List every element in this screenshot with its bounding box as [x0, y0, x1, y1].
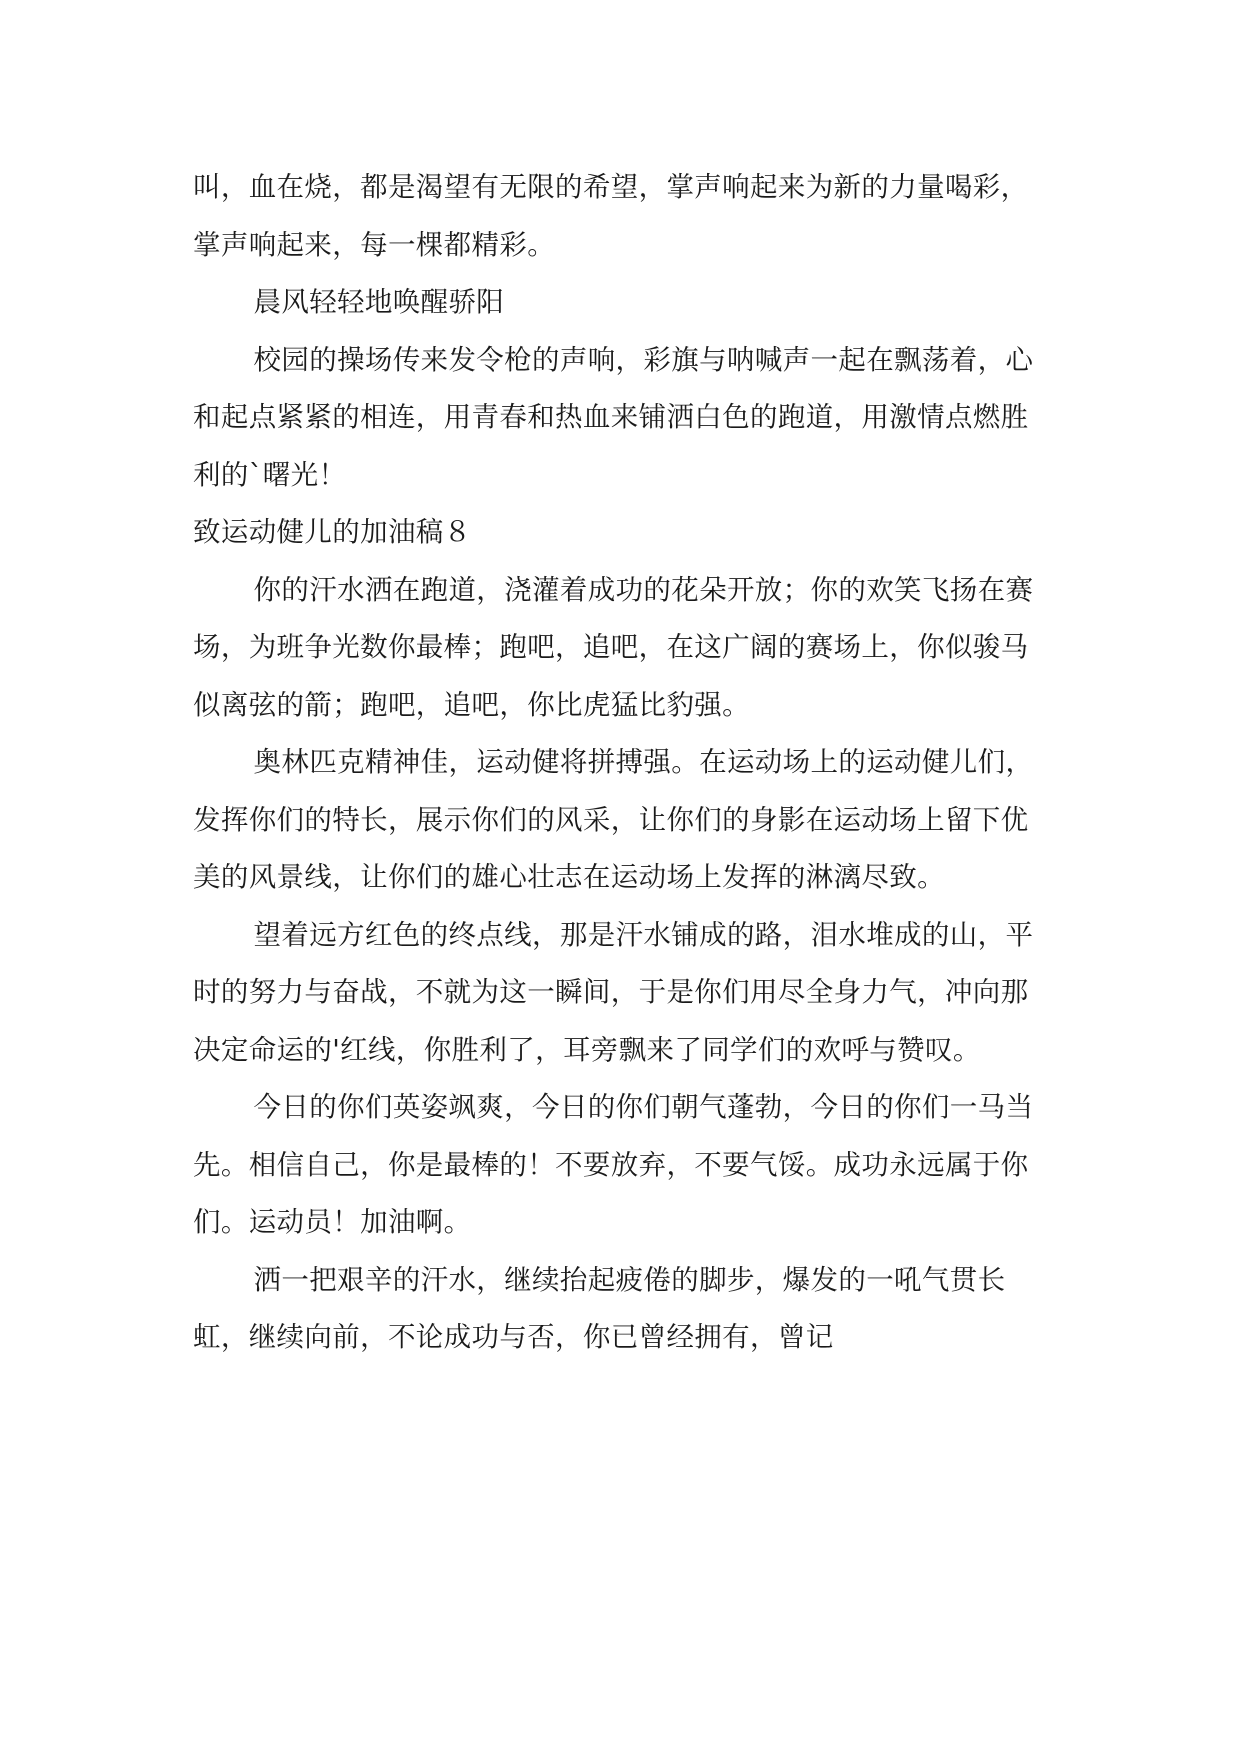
paragraph: 叫，血在烧，都是渴望有无限的希望，掌声响起来为新的力量喝彩，掌声响起来，每一棵都精彩。 [193, 171, 1029, 261]
section-heading: 致运动健儿的加油稿８ [193, 516, 472, 548]
paragraph: 今日的你们英姿飒爽，今日的你们朝气蓬勃，今日的你们一马当先。相信自己，你是最棒的！不要放弃，不要气馁。成功永远属于你们。运动员！加油啊。 [193, 1091, 1034, 1238]
paragraph: 洒一把艰辛的汗水，继续抬起疲倦的脚步，爆发的一吼气贯长虹，继续向前，不论成功与否，你已曾经拥有，曾记 [193, 1263, 1006, 1353]
paragraph: 校园的操场传来发令枪的声响，彩旗与呐喊声一起在飘荡着，心和起点紧紧的相连，用青春和热血来铺洒白色的跑道，用激情点燃胜利的`曙光！ [193, 343, 1034, 491]
paragraph: 奥林匹克精神佳，运动健将拼搏强。在运动场上的运动健儿们，发挥你们的特长，展示你们的风采，让你们的身影在运动场上留下优美的风景线，让你们的雄心壮志在运动场上发挥的淋漓尽致。 [193, 746, 1034, 893]
paragraph: 望着远方红色的终点线，那是汗水铺成的路，泪水堆成的山，平时的努力与奋战，不就为这一瞬间，于是你们用尽全身力气，冲向那决定命运的'红线，你胜利了，耳旁飘来了同学们的欢呼与赞叹。 [193, 918, 1034, 1066]
paragraph: 晨风轻轻地唤醒骄阳 [253, 286, 505, 318]
paragraph: 你的汗水洒在跑道，浇灌着成功的花朵开放；你的欢笑飞扬在赛场，为班争光数你最棒；跑吧，追吧，在这广阔的赛场上，你似骏马似离弦的箭；跑吧，追吧，你比虎猛比豹强。 [193, 573, 1034, 721]
document-body [193, 159, 1053, 1367]
